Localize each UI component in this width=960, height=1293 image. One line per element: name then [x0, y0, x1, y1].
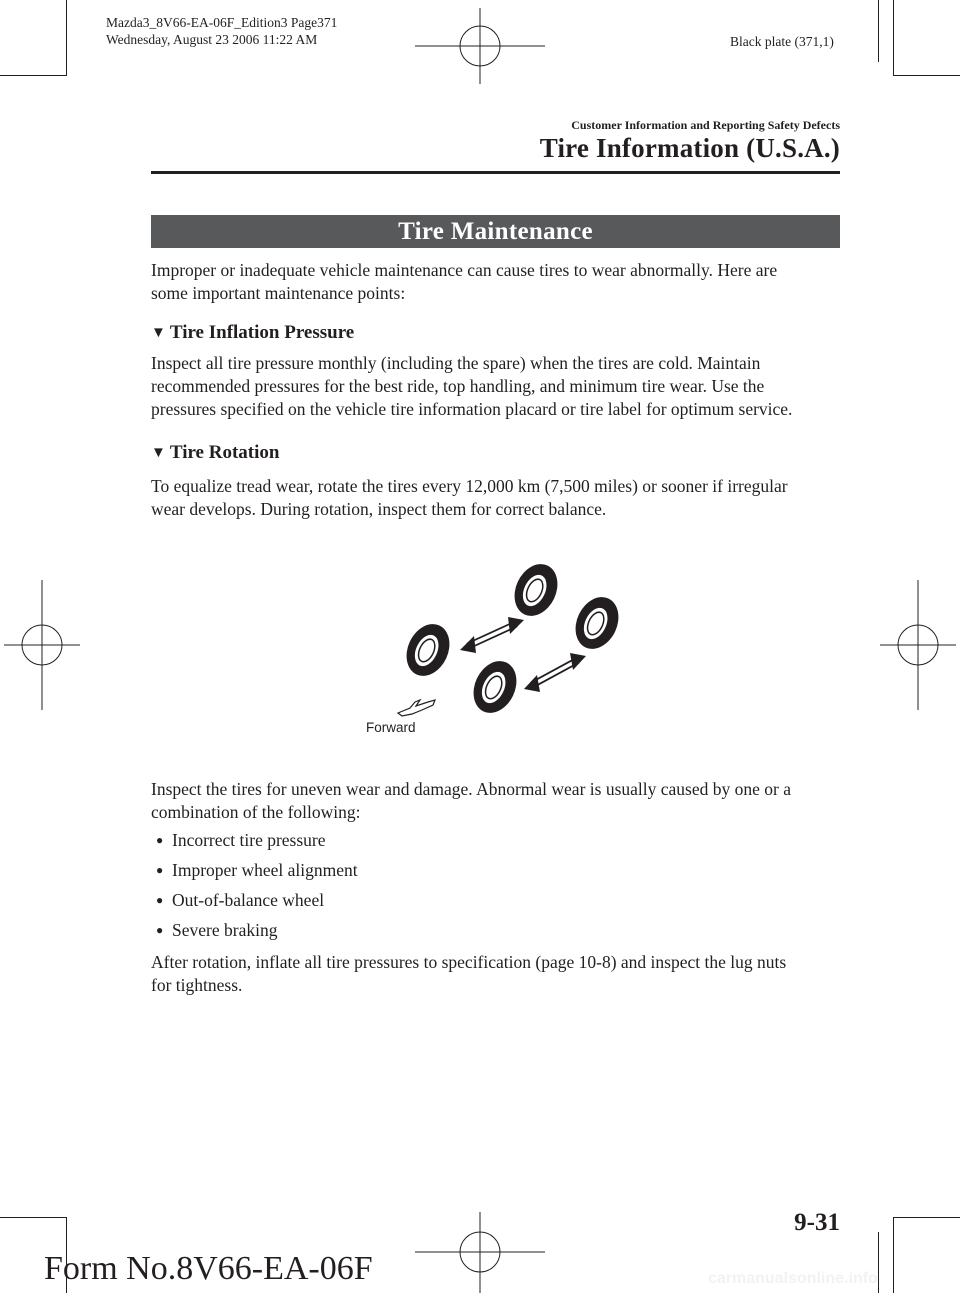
bullet-icon: ● — [156, 923, 164, 937]
bullet-icon: ● — [156, 893, 164, 907]
registration-mark-bottom — [415, 1212, 545, 1293]
section-subtitle: Customer Information and Reporting Safety Defects — [571, 118, 840, 132]
list-item — [156, 859, 358, 884]
triangle-down-icon: ▼ — [151, 445, 166, 461]
page-title: Tire Information (U.S.A.) — [539, 133, 840, 163]
tire-left-rear-icon — [398, 617, 457, 683]
form-number: Form No.8V66-EA-06F — [44, 1250, 373, 1287]
rotation-heading — [151, 442, 279, 464]
print-job-info — [106, 14, 337, 48]
crop-mark-top-inner-right — [878, 0, 879, 62]
plate-label: Black plate (371,1) — [730, 34, 834, 49]
print-job-line-2: Wednesday, August 23 2006 11:22 AM — [106, 32, 318, 47]
tire-right-front-icon — [567, 590, 626, 656]
inspect-line-2: combination of the following: — [151, 802, 361, 822]
header-rule — [151, 171, 840, 174]
inflation-line-3: pressures specified on the vehicle tire information placard or tire label for optimum service. — [151, 399, 793, 419]
inflation-line-1: Inspect all tire pressure monthly (including the spare) when the tires are cold. Maintain — [151, 353, 761, 373]
triangle-down-icon: ▼ — [151, 325, 166, 341]
intro-line-2: some important maintenance points: — [151, 283, 406, 303]
inflation-line-2: recommended pressures for the best ride, top handling, and minimum tire wear. Use the — [151, 376, 765, 396]
list-item — [156, 919, 277, 944]
rotation-paragraph — [151, 475, 841, 521]
bullet-icon: ● — [156, 863, 164, 877]
crop-mark-bottom-inner-right — [878, 1232, 879, 1293]
tire-left-front-icon — [465, 654, 524, 720]
registration-mark-right — [880, 580, 956, 710]
after-rotation-paragraph — [151, 951, 841, 997]
crop-mark-top-right-v — [893, 0, 894, 76]
list-item-text: Out-of-balance wheel — [172, 890, 325, 910]
tire-right-rear-icon — [506, 557, 565, 623]
rotation-line-2: wear develops. During rotation, inspect them for correct balance. — [151, 499, 607, 519]
registration-mark-left — [4, 580, 80, 710]
inspect-line-1: Inspect the tires for uneven wear and damage. Abnormal wear is usually caused by one or a — [151, 779, 791, 799]
rotation-arrow-left-icon — [460, 617, 524, 653]
intro-paragraph — [151, 259, 841, 305]
after-line-1: After rotation, inflate all tire pressures to specification (page 10-8) and inspect the lug nuts — [151, 952, 787, 972]
rotation-line-1: To equalize tread wear, rotate the tires every 12,000 km (7,500 miles) or sooner if irregular — [151, 476, 788, 496]
page-number: 9-31 — [794, 1209, 840, 1236]
crop-mark-top-left-h — [0, 75, 66, 76]
list-item — [156, 889, 324, 914]
bullet-icon: ● — [156, 833, 164, 847]
list-item — [156, 829, 326, 854]
crop-mark-top-left-v — [66, 0, 67, 76]
inflation-heading — [151, 322, 354, 344]
watermark: carmanualsonline.info — [708, 1270, 878, 1287]
registration-mark-top — [415, 8, 545, 84]
crop-mark-top-right-h — [893, 75, 960, 76]
crop-mark-bottom-right-h — [893, 1217, 960, 1218]
inflation-title: Tire Inflation Pressure — [169, 322, 355, 343]
list-item-text: Improper wheel alignment — [172, 860, 358, 880]
section-heading: Tire Maintenance — [151, 215, 840, 248]
list-item-text: Severe braking — [172, 920, 278, 940]
inspect-paragraph — [151, 778, 841, 824]
rotation-arrow-right-icon — [524, 653, 586, 692]
after-line-2: for tightness. — [151, 975, 243, 995]
list-item-text: Incorrect tire pressure — [172, 830, 326, 850]
inflation-paragraph — [151, 352, 841, 421]
forward-label: Forward — [366, 720, 416, 735]
print-job-line-1: Mazda3_8V66-EA-06F_Edition3 Page371 — [106, 15, 338, 30]
rotation-title: Tire Rotation — [169, 442, 280, 463]
crop-mark-bottom-right-v — [893, 1217, 894, 1293]
crop-mark-bottom-left-h — [0, 1217, 66, 1218]
intro-line-1: Improper or inadequate vehicle maintenance can cause tires to wear abnormally. Here are — [151, 260, 778, 280]
forward-pointer-icon — [398, 700, 435, 716]
